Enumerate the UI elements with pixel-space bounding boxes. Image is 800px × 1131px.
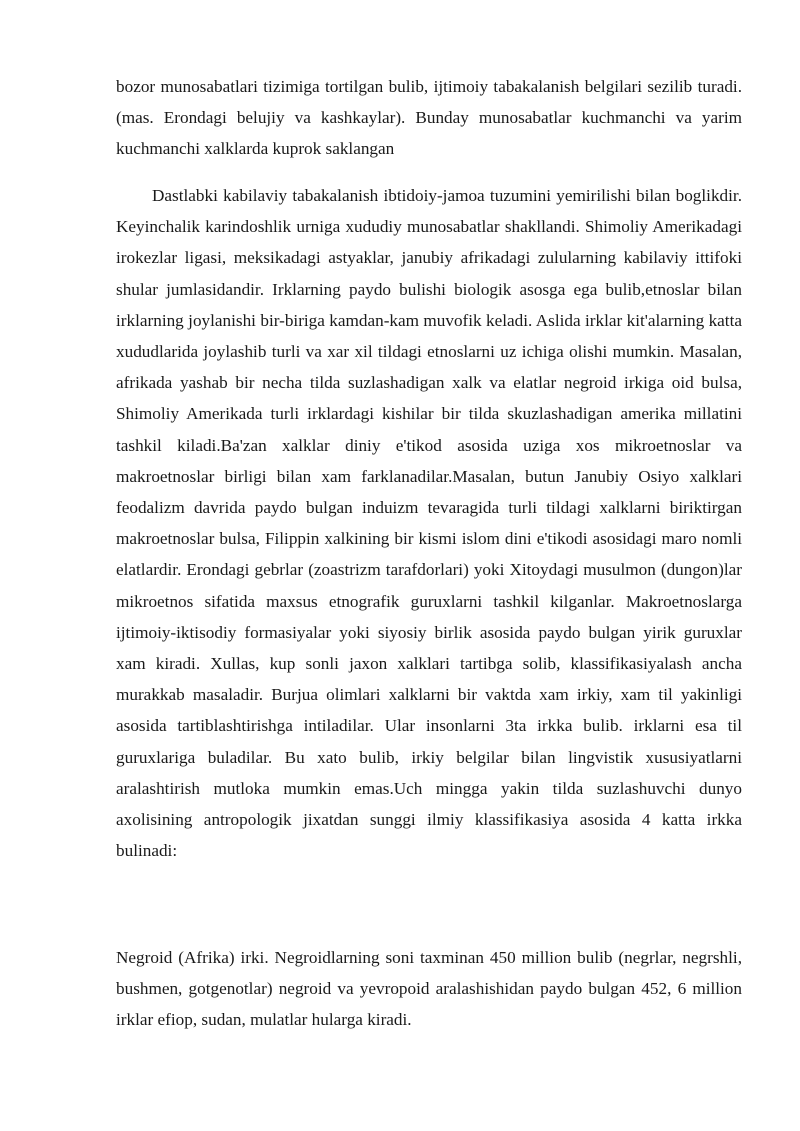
paragraph-main: Dastlabki kabilaviy tabakalanish ibtidoiy-jamoa tuzumini yemirilishi bilan boglikdir. Keyinchalik karindoshlik urniga xududiy munosabatlar shakllandi. Shimoliy Amerikadagi irokezlar ligasi, meksikadagi astyaklar, janubiy afrikadagi zulularning kabilaviy ittifoki shular jumlasidandir. Irklarning paydo bulishi biologik asosga ega bulib,etnoslar bilan irklarning joylanishi bir-biriga kamdan-kam muvofik keladi. Aslida irklar kit'alarning katta xududlarida joylashib turli va xar xil tildagi etnoslarni uz ichiga olishi mumkin. Masalan, afrikada yashab bir necha tilda suzlashadigan xalk va elatlar negroid irkiga oid bulsa, Shimoliy Amerikada turli irklardagi kishilar bir tilda skuzlashadigan amerika millatini tashkil kiladi.Ba'zan xalklar diniy e'tikod asosida uziga xos mikroetnoslar va makroetnoslar birligi bilan xam farklanadilar.Masalan, butun Janubiy Osiyo xalklari feodalizm davrida paydo bulgan induizm tevaragida turli tildagi xalklarni biriktirgan makroetnoslar bulsa, Filippin xalkining bir kismi islom dini e'tikodi asosidagi maro nomli elatlardir. Erondagi gebrlar (zoastrizm tarafdorlari) yoki Xitoydagi musulmon (dungon)lar mikroetnos sifatida maxsus etnografik guruxlarni tashkil kilganlar. Makroetnoslarga ijtimoiy-iktisodiy formasiyalar yoki siyosiy birlik asosida paydo bulgan yirik guruxlar xam kiradi. Xullas, kup sonli jaxon xalklari tartibga solib, klassifikasiyalash ancha murakkab masaladir. Burjua olimlari xalklarni bir vaktda xam irkiy, xam til yakinligi asosida tartiblashtirishga intiladilar. Ular insonlarni 3ta irkka bulib. irklarni esa til guruxlariga buladilar. Bu xato bulib, irkiy belgilar bilan lingvistik xususiyatlarni aralashtirish mutloka mumkin emas.Uch mingga yakin tilda suzlashuvchi dunyo axolisining antropologik jixatdan sunggi ilmiy klassifikasiya asosida 4 katta irkka bulinadi:	[116, 186, 742, 861]
paragraph-continuation: bozor munosabatlari tizimiga tortilgan bulib, ijtimoiy tabakalanish belgilari sezilib turadi. (mas. Erondagi belujiy va kashkaylar). Bunday munosabatlar kuchmanchi va yarim kuchmanchi xalklarda kuprok saklangan	[116, 77, 742, 159]
paragraph-negroid: Negroid (Afrika) irki. Negroidlarning soni taxminan 450 million bulib (negrlar, negrshli, bushmen, gotgenotlar) negroid va yevropoid aralashishidan paydo bulgan 452, 6 million irklar efiop, sudan, mulatlar hularga kiradi.	[116, 948, 742, 1030]
